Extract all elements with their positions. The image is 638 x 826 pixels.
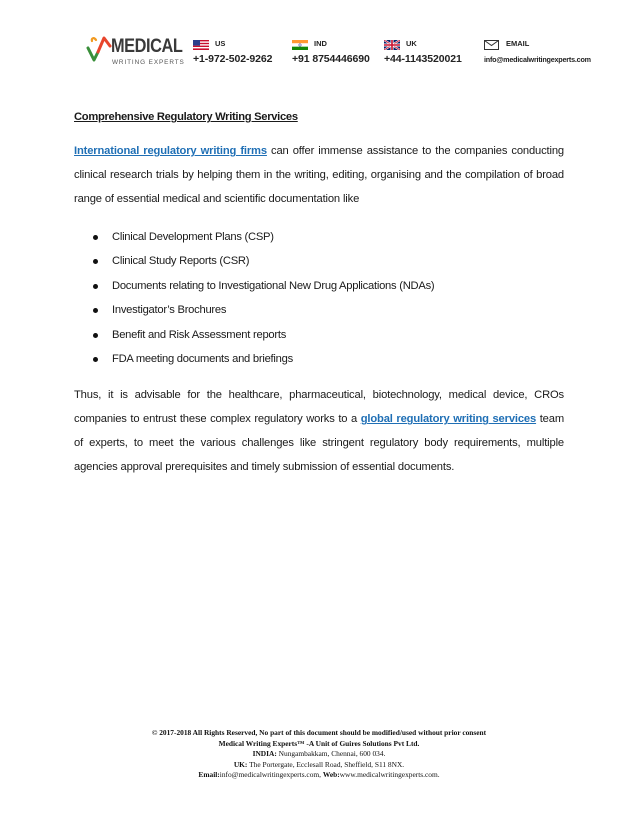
document-body [74,102,564,479]
logo-mark-icon [86,34,112,64]
bullet-icon [93,259,98,264]
footer-email[interactable]: info@medicalwritingexperts.com, [219,770,323,780]
list-item [74,274,564,298]
footer-company-unit: Medical Writing Experts™ -A Unit of Guires Solutions Pvt Ltd. [218,738,420,748]
bullet-icon [93,284,98,289]
contact-email-address[interactable]: info@medicalwritingexperts.com [484,55,591,64]
intro-paragraph [74,139,564,211]
footer-website[interactable]: www.medicalwritingexperts.com. [339,770,440,780]
logo-tagline: WRITING EXPERTS [112,59,185,66]
logo-name: MEDICAL [111,36,183,57]
contact-india-phone[interactable]: +91 8754446690 [292,53,370,65]
bullet-icon [93,235,98,240]
india-address: Nungambakkam, Chennai, 600 034. [276,749,386,759]
contact-uk-label: UK [406,39,417,48]
list-item [74,347,564,371]
conclusion-text-before: Thus, it is advisable for the healthcare, pharmaceutical, biotechnology, medical device, CROs companies to entrust these complex regulatory works to a [74,389,564,426]
contact-email-label: EMAIL [506,39,530,48]
envelope-icon [484,40,499,50]
email-label: Email: [198,770,220,780]
contact-uk-phone[interactable]: +44-1143520021 [384,53,462,65]
conclusion-text-after: team of experts, to meet the various challenges like stringent regulatory body requirements, multiple agencies approval prerequisites and timely submission of essential documents. [74,413,564,474]
list-item [74,249,564,273]
page-footer [0,728,638,781]
uk-flag-icon [384,40,400,50]
list-item-text: Investigator’s Brochures [112,304,227,317]
contact-us-phone[interactable]: +1-972-502-9262 [193,53,273,65]
bullet-icon [93,308,98,313]
bullet-icon [93,357,98,362]
list-item [74,298,564,322]
document-types-list [74,225,564,371]
page-header [0,0,638,80]
us-flag-icon [193,40,209,50]
global-regulatory-writing-link[interactable]: global regulatory writing services [360,413,537,426]
list-item [74,225,564,249]
web-label: Web: [322,770,340,780]
list-item-text: Benefit and Risk Assessment reports [112,328,287,341]
india-label: INDIA: [252,749,277,759]
company-logo[interactable] [86,34,186,70]
list-item [74,323,564,347]
intro-paragraph-text: can offer immense assistance to the companies conducting clinical research trials by helping them in the writing, editing, organising and the compilation of broad range of essential medical and scientific documentation like [74,145,564,205]
contact-india-label: IND [314,39,327,48]
list-item-text: Clinical Study Reports (CSR) [112,255,250,268]
list-item-text: Clinical Development Plans (CSP) [112,231,274,243]
footer-uk-address [0,760,638,771]
footer-contact [0,770,638,781]
page-title: Comprehensive Regulatory Writing Services [74,111,298,123]
footer-india-address [0,749,638,760]
india-flag-icon [292,40,308,50]
footer-copyright: © 2017-2018 All Rights Reserved, No part of this document should be modified/used without prior consent [151,728,487,737]
conclusion-paragraph [74,383,564,479]
list-item-text: FDA meeting documents and briefings [112,353,293,366]
list-item-text: Documents relating to Investigational New Drug Applications (NDAs) [112,279,435,292]
uk-address: The Portergate, Ecclesall Road, Sheffield, S11 8NX. [247,759,405,769]
bullet-icon [93,333,98,338]
uk-label: UK: [233,759,248,769]
contact-us-label: US [215,39,226,48]
regulatory-writing-firms-link[interactable]: International regulatory writing firms [74,145,267,157]
